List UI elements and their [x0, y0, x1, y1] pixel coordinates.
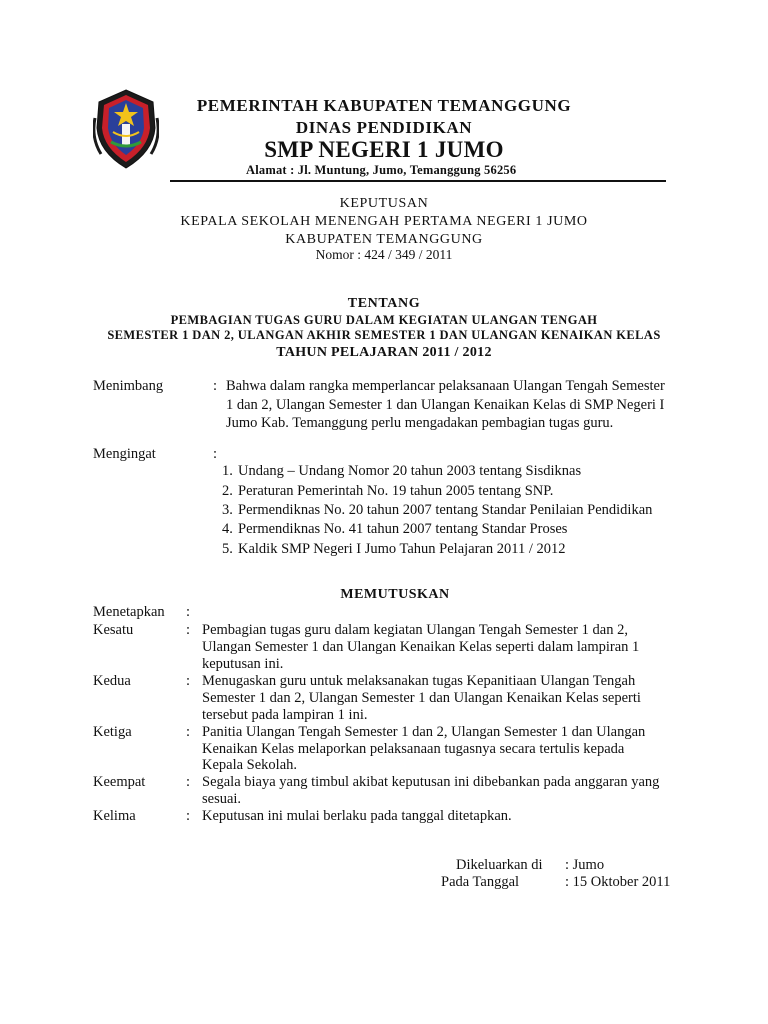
- mengingat-item-text: Permendiknas No. 41 tahun 2007 tentang Standar Proses: [238, 521, 568, 537]
- mengingat-item-number: 1.: [222, 463, 233, 479]
- header-government: PEMERINTAH KABUPATEN TEMANGGUNG: [196, 96, 572, 115]
- header-divider: [170, 180, 666, 182]
- ketiga-line: Kenaikan Kelas melaporkan pelaksanaan tugasnya secara tertulis kepada: [202, 741, 625, 757]
- mengingat-colon: :: [213, 446, 218, 462]
- kedua-line: Menugaskan guru untuk melaksanakan tugas Kepanitiaan Ulangan Tengah: [202, 673, 636, 689]
- header-address: Alamat : Jl. Muntung, Jumo, Temanggung 56256: [246, 163, 517, 177]
- mengingat-item-text: Permendiknas No. 20 tahun 2007 tentang Standar Penilaian Pendidikan: [238, 502, 653, 518]
- kedua-label: Kedua: [93, 673, 131, 689]
- keempat-label: Keempat: [93, 774, 146, 790]
- menimbang-colon: :: [213, 378, 218, 394]
- menimbang-line-1: Bahwa dalam rangka memperlancar pelaksanaan Ulangan Tengah Semester: [226, 378, 665, 394]
- title-keputusan: KEPUTUSAN: [339, 196, 429, 211]
- menetapkan-colon: :: [186, 604, 191, 620]
- mengingat-item-text: Kaldik SMP Negeri I Jumo Tahun Pelajaran 2011 / 2012: [238, 541, 566, 557]
- kesatu-line: Ulangan Semester 1 dan Ulangan Kenaikan Kelas seperti dalam lampiran 1: [202, 639, 640, 655]
- issued-place-label: Dikeluarkan di: [456, 857, 543, 873]
- keempat-line: sesuai.: [202, 791, 242, 807]
- keempat-colon: :: [186, 774, 191, 790]
- mengingat-item-text: Peraturan Pemerintah No. 19 tahun 2005 tentang SNP.: [238, 483, 554, 499]
- memutuskan-heading: MEMUTUSKAN: [340, 587, 450, 602]
- menetapkan-label: Menetapkan: [93, 604, 165, 620]
- kesatu-colon: :: [186, 622, 191, 638]
- ketiga-colon: :: [186, 724, 191, 740]
- subject-tentang: TENTANG: [347, 296, 421, 311]
- subject-line-2: SEMESTER 1 DAN 2, ULANGAN AKHIR SEMESTER 1 DAN ULANGAN KENAIKAN KELAS: [107, 328, 661, 342]
- ketiga-label: Ketiga: [93, 724, 132, 740]
- title-issuer: KEPALA SEKOLAH MENENGAH PERTAMA NEGERI 1 JUMO: [180, 214, 588, 229]
- kelima-label: Kelima: [93, 808, 136, 824]
- mengingat-item-number: 4.: [222, 521, 233, 537]
- menimbang-label: Menimbang: [93, 378, 164, 394]
- subject-line-1: PEMBAGIAN TUGAS GURU DALAM KEGIATAN ULANGAN TENGAH: [170, 313, 598, 327]
- kedua-line: tersebut pada lampiran 1 ini.: [202, 707, 368, 723]
- header-school-name: SMP NEGERI 1 JUMO: [264, 137, 504, 162]
- mengingat-item-text: Undang – Undang Nomor 20 tahun 2003 tentang Sisdiknas: [238, 463, 582, 479]
- ketiga-line: Panitia Ulangan Tengah Semester 1 dan 2, Ulangan Semester 1 dan Ulangan: [202, 724, 646, 740]
- mengingat-item-number: 3.: [222, 502, 233, 518]
- title-number: Nomor : 424 / 349 / 2011: [315, 247, 453, 262]
- issued-place-value: : Jumo: [565, 857, 605, 873]
- kesatu-line: Pembagian tugas guru dalam kegiatan Ulangan Tengah Semester 1 dan 2,: [202, 622, 628, 638]
- ketiga-line: Kepala Sekolah.: [202, 757, 298, 773]
- mengingat-label: Mengingat: [93, 446, 156, 462]
- subject-academic-year: TAHUN PELAJARAN 2011 / 2012: [276, 345, 492, 360]
- kesatu-line: keputusan ini.: [202, 656, 284, 672]
- header-department: DINAS PENDIDIKAN: [295, 118, 473, 137]
- mengingat-item-number: 5.: [222, 541, 233, 557]
- mengingat-item-number: 2.: [222, 483, 233, 499]
- kelima-line: Keputusan ini mulai berlaku pada tanggal ditetapkan.: [202, 808, 512, 824]
- kelima-colon: :: [186, 808, 191, 824]
- title-regency: KABUPATEN TEMANGGUNG: [285, 232, 483, 247]
- kesatu-label: Kesatu: [93, 622, 134, 638]
- issued-date-label: Pada Tanggal: [441, 874, 520, 890]
- menimbang-line-3: Jumo Kab. Temanggung perlu mengadakan pembagian tugas guru.: [226, 415, 614, 431]
- kedua-line: Semester 1 dan 2, Ulangan Semester 1 dan Ulangan Kenaikan Kelas seperti: [202, 690, 641, 706]
- keempat-line: Segala biaya yang timbul akibat keputusan ini dibebankan pada anggaran yang: [202, 774, 660, 790]
- menimbang-line-2: 1 dan 2, Ulangan Semester 1 dan Ulangan Kenaikan Kelas di SMP Negeri I: [226, 397, 665, 413]
- issued-date-value: : 15 Oktober 2011: [565, 874, 671, 890]
- kedua-colon: :: [186, 673, 191, 689]
